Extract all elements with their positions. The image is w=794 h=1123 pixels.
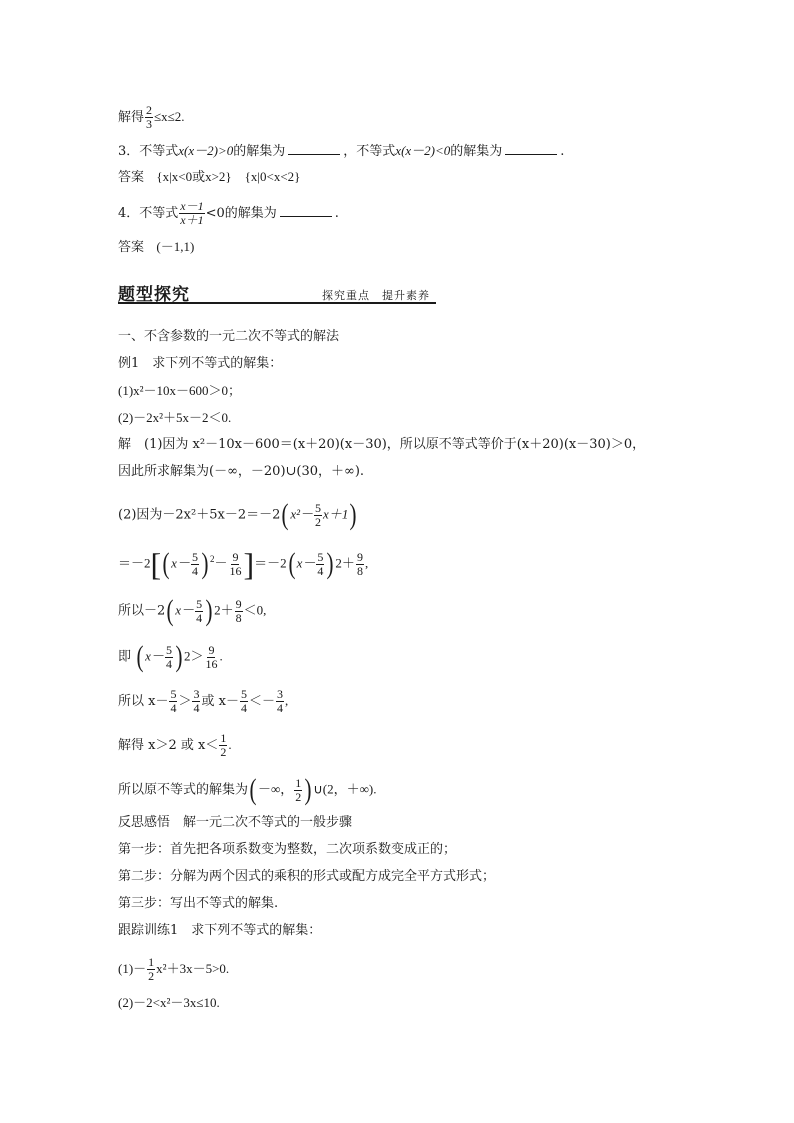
frac-den: 4 [276, 701, 283, 715]
frac-num: 1 [295, 775, 302, 790]
text: 的解集为 [450, 144, 503, 159]
text: 所以原不等式的解集为 [118, 782, 249, 798]
frac-den: 8 [356, 563, 363, 578]
solution-2a [118, 500, 358, 530]
text: , [364, 555, 369, 571]
text: －∞， [258, 781, 294, 797]
frac-den: 2 [295, 789, 302, 804]
math: x－ [175, 602, 195, 618]
answer-value: (－1,1) [156, 239, 195, 254]
reflection-title: 反思感悟 解一元二次不等式的一般步骤 [118, 815, 353, 830]
example-1-part-1: (1)x²－10x－600＞0； [118, 383, 242, 398]
math: x(x－2)<0 [395, 143, 451, 158]
math: x(x－2)>0 [178, 143, 234, 158]
frac-num: 5 [196, 596, 203, 611]
frac-den: x＋1 [180, 213, 204, 227]
fraction [356, 551, 364, 578]
frac-den: 4 [196, 610, 203, 625]
frac-den: 2 [148, 969, 155, 983]
frac-den: 2 [315, 514, 322, 529]
text: 2＋ [335, 555, 355, 571]
math: x－ [296, 555, 316, 571]
example-1: 例1 求下列不等式的解集： [118, 356, 283, 371]
answer-4 [118, 238, 194, 257]
fraction [235, 598, 243, 625]
text: ＜－ [248, 693, 275, 708]
solution-2g [118, 775, 377, 805]
solution-2f [118, 732, 232, 759]
frac-den: 16 [229, 563, 242, 578]
answer-3 [118, 168, 300, 187]
right-paren: ) [326, 547, 334, 580]
text: 所以 x－ [118, 694, 169, 709]
text: 4．不等式 [118, 206, 179, 221]
text: ，不等式 [343, 144, 396, 159]
text: . [219, 648, 223, 664]
fraction [165, 644, 173, 671]
fraction [240, 688, 248, 715]
answer-value: {x|x<0或x>2} {x|0<x<2} [156, 169, 301, 184]
left-paren: ( [162, 547, 170, 580]
frac-num: 5 [317, 549, 324, 564]
frac-num: 3 [193, 687, 200, 701]
frac-den: 4 [317, 563, 324, 578]
frac-den: 3 [146, 117, 153, 131]
text: , [284, 693, 289, 708]
frac-den: 16 [205, 656, 218, 671]
frac-num: 1 [148, 955, 155, 969]
fraction [316, 551, 324, 578]
frac-num: 5 [170, 687, 177, 701]
fraction [294, 777, 302, 804]
fraction [147, 956, 155, 983]
text: . [334, 206, 339, 221]
frac-num: 9 [208, 642, 215, 657]
frac-num: 1 [220, 731, 227, 745]
left-paren: ( [249, 773, 257, 806]
text: <0的解集为 [205, 206, 277, 221]
text: ∪(2，＋∞). [313, 781, 377, 797]
text: ＜0, [243, 602, 267, 618]
right-paren: ) [304, 773, 312, 806]
section-divider [118, 302, 436, 304]
text: x²＋3x－5>0. [156, 961, 230, 976]
frac-num: 3 [276, 687, 283, 701]
step-1: 第一步：首先把各项系数变为整数，二次项系数变成正的； [118, 842, 457, 857]
exponent: 2 [209, 554, 215, 565]
text: ≤x≤2. [154, 109, 185, 124]
text: 所以－2 [118, 603, 166, 619]
frac-den: 2 [220, 745, 227, 759]
text: 2＞ [183, 648, 204, 664]
text: . [228, 737, 232, 752]
solution-2d [118, 642, 223, 672]
frac-num: 9 [235, 596, 242, 611]
frac-den: 4 [240, 701, 247, 715]
fraction [228, 551, 242, 578]
frac-num: 5 [240, 687, 247, 701]
solution-1b: 因此所求解集为(－∞，－20)∪(30，＋∞). [118, 464, 365, 479]
fraction [191, 551, 199, 578]
fraction [145, 104, 153, 131]
right-paren: ) [349, 498, 357, 531]
text: 2＋ [214, 602, 234, 618]
fraction [276, 688, 284, 715]
frac-den: 4 [193, 701, 200, 715]
solution-1a: 解 (1)因为 x²－10x－600＝(x＋20)(x－30)，所以原不等式等价于(x＋20)(x－30)＞0， [118, 437, 646, 452]
solution-2b [118, 548, 368, 580]
left-paren: ( [281, 498, 289, 531]
text: － [214, 555, 228, 571]
math: x²－ [290, 506, 314, 522]
frac-den: 4 [191, 563, 198, 578]
question-4 [118, 200, 339, 227]
text: 的解集为 [233, 144, 286, 159]
answer-label: 答案 [118, 170, 145, 185]
exercise-part-1 [118, 956, 229, 983]
answer-label: 答案 [118, 240, 145, 255]
frac-num: 5 [191, 549, 198, 564]
text: 解得 x＞2 或 x＜ [118, 738, 219, 753]
frac-den: 4 [170, 701, 177, 715]
text: 3．不等式 [118, 144, 179, 159]
text: 或 x－ [201, 694, 239, 709]
text: (2)因为－2x²＋5x－2＝－2 [118, 507, 281, 523]
text: . [560, 144, 565, 159]
frac-num: 9 [232, 549, 239, 564]
fraction [192, 688, 200, 715]
fraction [219, 732, 227, 759]
text: 即 [118, 649, 132, 665]
answer-blank [288, 142, 340, 155]
math: x＋1 [323, 506, 349, 522]
section-subtitle: 探究重点 提升素养 [322, 289, 430, 302]
text: ＝－2 [254, 555, 287, 571]
text: (1)－ [118, 961, 147, 976]
frac-num: 5 [165, 642, 172, 657]
solution-result-line [118, 104, 185, 131]
answer-blank [505, 142, 557, 155]
example-1-part-2: (2)－2x²＋5x－2＜0. [118, 410, 232, 425]
exercise-part-2: (2)－2<x²－3x≤10. [118, 995, 220, 1010]
answer-blank [280, 204, 332, 217]
frac-num: 2 [146, 103, 153, 117]
frac-den: 8 [235, 610, 242, 625]
step-3: 第三步：写出不等式的解集. [118, 896, 279, 911]
fraction [314, 502, 322, 529]
right-paren: ) [175, 640, 183, 673]
heading-1: 一、不含参数的一元二次不等式的解法 [118, 329, 340, 344]
fraction [179, 200, 204, 227]
right-bracket: ] [243, 546, 255, 582]
right-paren: ) [201, 547, 209, 580]
question-3 [118, 142, 564, 161]
frac-num: 9 [356, 549, 363, 564]
right-paren: ) [205, 594, 213, 627]
left-paren: ( [136, 640, 144, 673]
section-title: 题型探究 [118, 285, 190, 305]
tracking-exercise-1: 跟踪训练1 求下列不等式的解集： [118, 923, 322, 938]
fraction [195, 598, 203, 625]
math: x－ [171, 555, 190, 571]
frac-num: x－1 [180, 199, 204, 213]
text: ＞ [178, 693, 192, 708]
frac-den: 4 [165, 656, 172, 671]
fraction [169, 688, 177, 715]
solution-2c [118, 596, 266, 626]
left-paren: ( [166, 594, 174, 627]
step-2: 第二步：分解为两个因式的乘积的形式或配方成完全平方式形式； [118, 869, 496, 884]
solution-2e [118, 688, 288, 715]
text: 解得 [118, 110, 145, 125]
left-paren: ( [288, 547, 296, 580]
left-bracket: [ [150, 546, 162, 582]
frac-num: 5 [315, 500, 322, 515]
fraction [204, 644, 218, 671]
math: x－ [145, 648, 164, 664]
text: ＝－2 [118, 555, 151, 571]
